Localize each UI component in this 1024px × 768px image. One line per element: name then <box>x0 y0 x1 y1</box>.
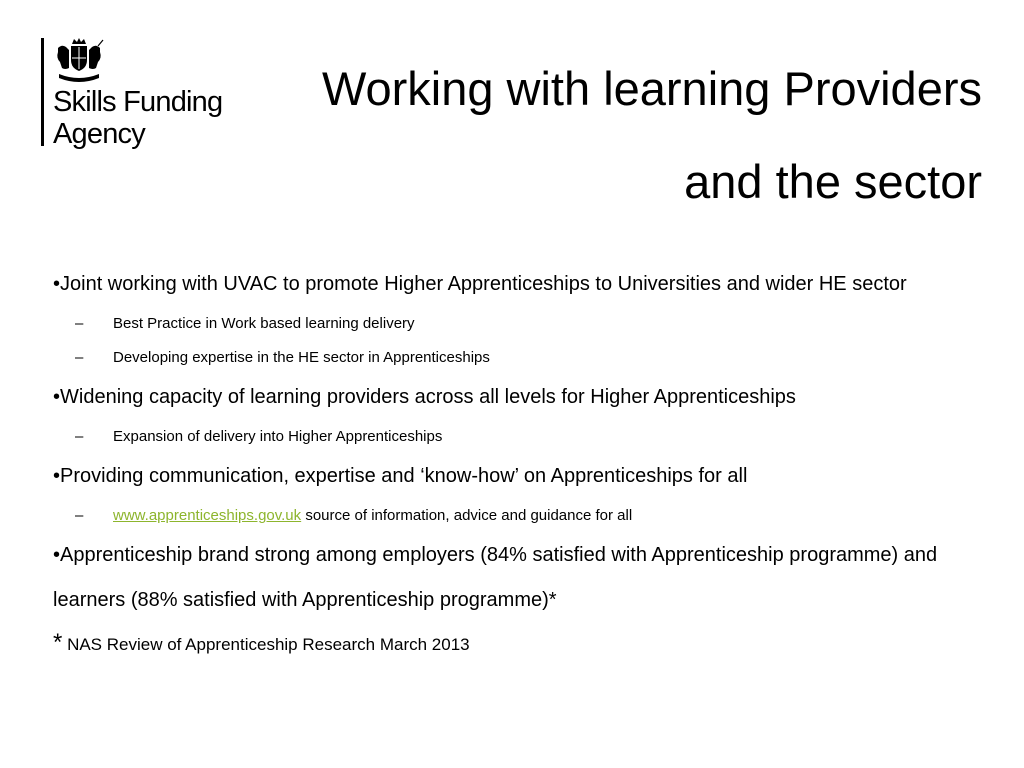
sub-bullet-text: Best Practice in Work based learning delivery <box>113 315 415 332</box>
royal-coat-of-arms-icon <box>53 38 105 84</box>
bullet-point: •Apprenticeship brand strong among employers (84% satisfied with Apprenticeship programme) and learners (88% satisfied with Apprenticeship programme)* <box>53 544 938 611</box>
sub-bullet-text: source of information, advice and guidance for all <box>301 507 633 524</box>
dash-marker: – <box>75 507 84 524</box>
apprenticeships-website-link[interactable]: www.apprenticeships.gov.uk <box>113 507 302 524</box>
sub-bullet-text: Expansion of delivery into Higher Apprenticeships <box>113 428 443 445</box>
sub-bullet <box>53 420 993 454</box>
footnote-text: NAS Review of Apprenticeship Research March 2013 <box>62 635 470 654</box>
dash-marker: – <box>75 315 84 332</box>
slide-title <box>222 42 982 228</box>
slide-body <box>53 262 993 665</box>
logo-text-line-1: Skills Funding <box>53 86 223 118</box>
slide-title-line-1: Working with learning Providers <box>321 62 982 115</box>
skills-funding-agency-logo <box>41 38 251 150</box>
sub-bullet <box>53 499 993 533</box>
bullet-point: •Joint working with UVAC to promote Higher Apprenticeships to Universities and wider HE sector <box>53 273 907 295</box>
dash-marker: – <box>75 428 84 445</box>
bullet-point: •Providing communication, expertise and ‘know-how’ on Apprenticeships for all <box>53 465 748 487</box>
dash-marker: – <box>75 349 84 366</box>
bullet-point: •Widening capacity of learning providers across all levels for Higher Apprenticeships <box>53 386 796 408</box>
slide-title-line-2: and the sector <box>684 155 982 208</box>
footnote-asterisk: * <box>53 629 63 656</box>
sub-bullet-text: Developing expertise in the HE sector in Apprenticeships <box>113 349 490 366</box>
sub-bullet <box>53 307 993 341</box>
logo-text-line-2: Agency <box>53 118 145 150</box>
sub-bullet <box>53 341 993 375</box>
logo-divider-bar <box>41 38 44 146</box>
footnote <box>53 623 993 665</box>
